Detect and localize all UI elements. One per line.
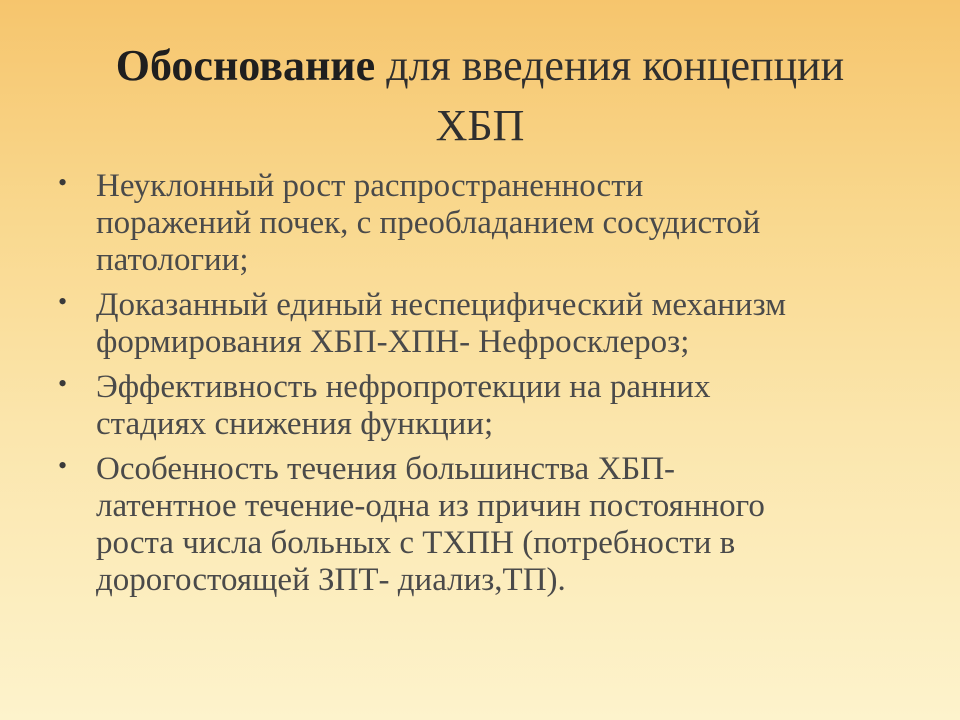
bullet-icon: •	[58, 168, 68, 197]
title-regular-part: для введения концепции	[375, 41, 845, 90]
bullet-item	[56, 369, 906, 443]
bullet-icon: •	[58, 451, 68, 480]
title-bold-part: Обоснование	[115, 41, 376, 90]
bullet-item	[56, 168, 906, 279]
bullet-line: Эффективность нефропротекции на ранних	[96, 369, 711, 405]
bullet-line: дорогостоящей ЗПТ- диализ,ТП).	[96, 562, 566, 598]
bullet-line: стадиях снижения функции;	[96, 406, 494, 442]
bullet-line: патологии;	[96, 242, 249, 278]
bullet-icon: •	[58, 369, 68, 398]
bullet-icon: •	[58, 287, 68, 316]
title-second-line: ХБП	[435, 101, 525, 150]
bullet-line: Неуклонный рост распространенности	[96, 168, 644, 204]
bullet-line: латентное течение-одна из причин постоянного	[96, 488, 765, 524]
bullet-line: поражений почек, с преобладанием сосудистой	[96, 205, 761, 241]
bullet-item	[56, 451, 906, 599]
bullet-line: формирования ХБП-ХПН- Нефросклероз;	[96, 324, 690, 360]
bullet-list	[56, 168, 906, 607]
bullet-item	[56, 287, 906, 361]
bullet-line: роста числа больных с ТХПН (потребности в	[96, 525, 736, 561]
bullet-line: Доказанный единый неспецифический механизм	[96, 287, 787, 323]
slide-title	[60, 36, 900, 156]
bullet-line: Особенность течения большинства ХБП-	[96, 451, 676, 487]
